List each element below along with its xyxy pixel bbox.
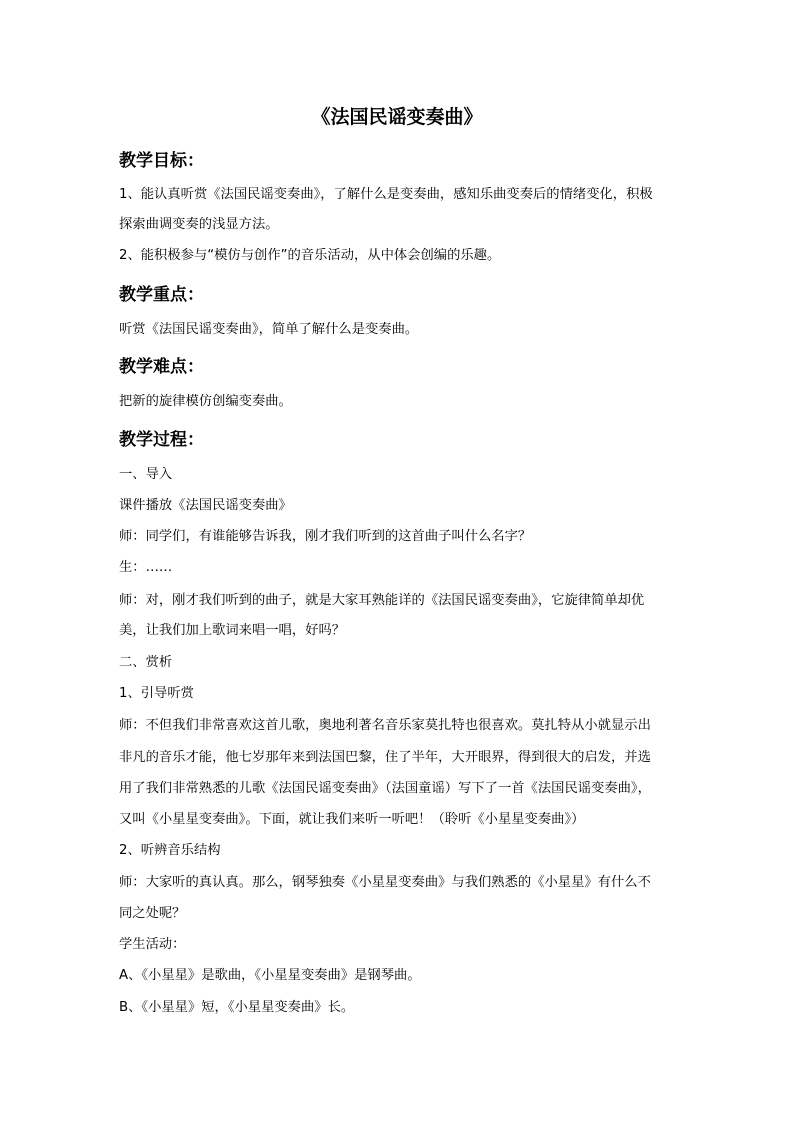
play-line: 课件播放《法国民谣变奏曲》 bbox=[119, 498, 292, 513]
teacher-2-line-1: 师：对，刚才我们听到的曲子，就是大家耳熟能详的《法国民谣变奏曲》，它旋律简单却优 bbox=[119, 593, 645, 608]
difficulty-text: 把新的旋律模仿创编变奏曲。 bbox=[119, 394, 292, 409]
key-points-text: 听赏《法国民谣变奏曲》，简单了解什么是变奏曲。 bbox=[119, 322, 419, 337]
teacher-question-1: 师：同学们，有谁能够告诉我，刚才我们听到的这首曲子叫什么名字？ bbox=[119, 529, 532, 544]
part-2-title: 二、赏析 bbox=[119, 655, 173, 670]
teacher-3-line-4: 又叫《小星星变奏曲》。下面，就让我们来听一听吧！（聆听《小星星变奏曲》） bbox=[119, 812, 585, 827]
key-points-heading: 教学重点： bbox=[119, 285, 204, 305]
goal-1-line-2: 探索曲调变奏的浅显方法。 bbox=[119, 217, 279, 232]
teacher-2-line-2: 美，让我们加上歌词来唱一唱，好吗？ bbox=[119, 623, 346, 638]
part-1-title: 一、导入 bbox=[119, 467, 173, 482]
process-heading: 教学过程： bbox=[119, 430, 204, 450]
goals-heading: 教学目标： bbox=[119, 151, 204, 171]
student-answer-1: 生：…… bbox=[119, 560, 173, 575]
teacher-3-line-3: 用了我们非常熟悉的儿歌《法国民谣变奏曲》（法国童谣）写下了一首《法国民谣变奏曲》， bbox=[119, 781, 651, 796]
teacher-4-line-2: 同之处呢？ bbox=[119, 906, 186, 921]
goal-1-line-1: 1、能认真听赏《法国民谣变奏曲》，了解什么是变奏曲，感知乐曲变奏后的情绪变化，积极 bbox=[119, 187, 653, 202]
goal-2: 2、能积极参与“模仿与创作”的音乐活动，从中体会创编的乐趣。 bbox=[119, 248, 501, 263]
teacher-3-line-2: 非凡的音乐才能，他七岁那年来到法国巴黎，住了半年，大开眼界，得到很大的启发，并选 bbox=[119, 750, 651, 765]
answer-b: B、《小星星》短，《小星星变奏曲》长。 bbox=[119, 1000, 355, 1015]
sub-1-title: 1、引导听赏 bbox=[119, 686, 194, 701]
answer-a: A、《小星星》是歌曲，《小星星变奏曲》是钢琴曲。 bbox=[119, 968, 421, 983]
teacher-3-line-1: 师：不但我们非常喜欢这首儿歌，奥地利著名音乐家莫扎特也很喜欢。莫扎特从小就显示出 bbox=[119, 718, 651, 733]
student-activity: 学生活动： bbox=[119, 937, 186, 952]
teacher-4-line-1: 师：大家听的真认真。那么，钢琴独奏《小星星变奏曲》与我们熟悉的《小星星》有什么不 bbox=[119, 875, 651, 890]
document-title: 《法国民谣变奏曲》 bbox=[311, 106, 483, 128]
sub-2-title: 2、听辨音乐结构 bbox=[119, 843, 221, 858]
difficulty-heading: 教学难点： bbox=[119, 357, 204, 377]
